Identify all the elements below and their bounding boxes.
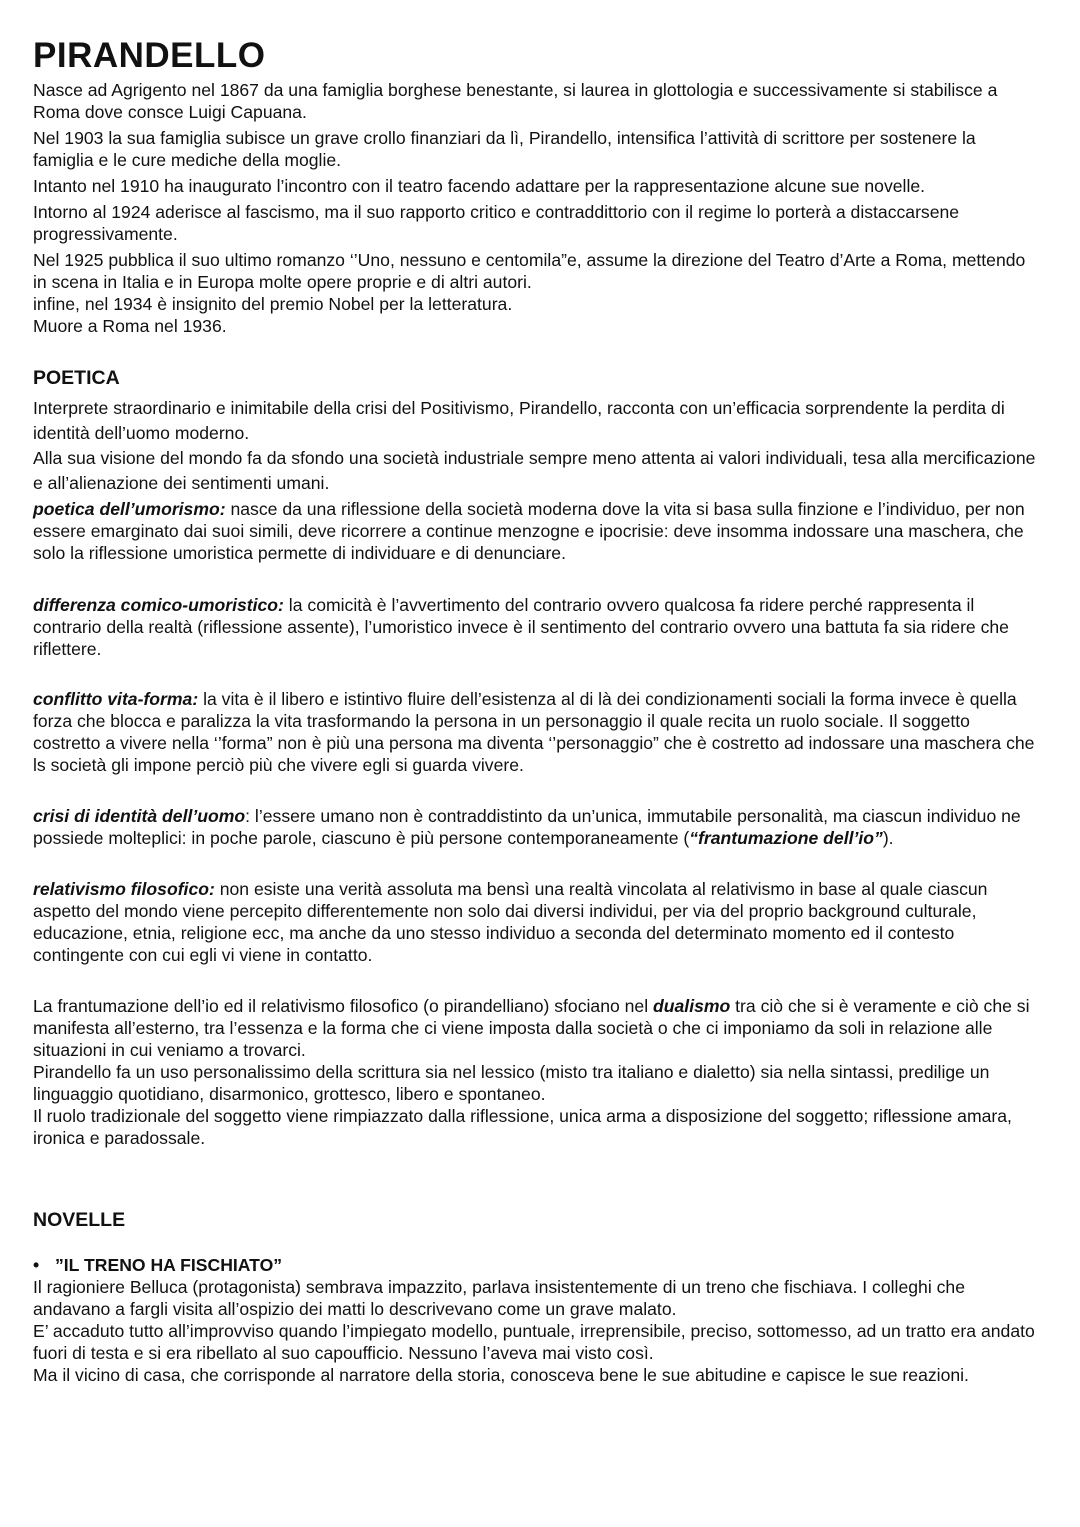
term-label: relativismo filosofico:: [33, 879, 215, 899]
bio-paragraph: Intanto nel 1910 ha inaugurato l’incontro con il teatro facendo adattare per la rappresentazione alcune sue novelle.: [33, 176, 926, 196]
novella-paragraph: Ma il vicino di casa, che corrisponde al narratore della storia, conosceva bene le sue abitudine e capisce le sue reazioni.: [33, 1365, 969, 1385]
dualismo-paragraph: La frantumazione dell’io ed il relativismo filosofico (o pirandelliano) sfociano nel dualismo tra ciò che si è veramente e ciò che si manifesta all’esterno, tra l’essenza e la forma che ci viene imposta dalla società o che ci imponiamo da soli in relazione alle situazioni in cui veniamo a trovarci.: [33, 996, 1030, 1060]
crisi-paragraph: crisi di identità dell’uomo: l’essere umano non è contraddistinto da un’unica, immutabile personalità, ma ciascun individuo ne possiede molteplici: in poche parole, ciascuno è più persone contemporaneamente (“frantumazione dell’io”).: [33, 806, 1021, 848]
page-title: PIRANDELLO: [33, 36, 266, 75]
bio-paragraph: Nasce ad Agrigento nel 1867 da una famiglia borghese benestante, si laurea in glottologia e successivamente si stabilisce a Roma dove consce Luigi Capuana.: [33, 80, 998, 122]
scrittura-paragraph: Pirandello fa un uso personalissimo della scrittura sia nel lessico (misto tra italiano e dialetto) sia nella sintassi, predilige un linguaggio quotidiano, disarmonico, grottesco, libero e spontaneo.: [33, 1062, 990, 1104]
ruolo-paragraph: Il ruolo tradizionale del soggetto viene rimpiazzato dalla riflessione, unica arma a disposizione del soggetto; riflessione amara, ironica e paradossale.: [33, 1106, 1012, 1148]
term-label: crisi di identità dell’uomo: [33, 806, 246, 826]
term-label: conflitto vita-forma:: [33, 689, 199, 709]
novella-paragraph: Il ragioniere Belluca (protagonista) sembrava impazzito, parlava insistentemente di un treno che fischiava. I colleghi che andavano a fargli visita all’ospizio dei matti lo descrivevano come un grave malato.: [33, 1277, 965, 1319]
poetica-intro: Interprete straordinario e inimitabile della crisi del Positivismo, Pirandello, racconta con un’efficacia sorprendente la perdita di identità dell’uomo moderno.: [33, 398, 1005, 443]
novelle-section: [33, 1208, 1040, 1386]
conflitto-paragraph: conflitto vita-forma: la vita è il libero e istintivo fluire dell’esistenza al di là dei condizionamenti sociali la forma invece è quella forza che blocca e paralizza la vita trasformando la persona in un personaggio il quale recita un ruolo sociale. Il soggetto costretto a vivere nella ‘’forma” non è più una persona ma diventa ‘’personaggio” che è costretto ad indossare una maschera che ls società gli impone perciò più che vivere egli si guarda vivere.: [33, 689, 1035, 775]
section-heading-novelle: NOVELLE: [33, 1209, 126, 1231]
umorismo-paragraph: poetica dell’umorismo: nasce da una riflessione della società moderna dove la vita si basa sulla finzione e l’individuo, per non essere emarginato dai suoi simili, deve ricorrere a continue menzogne e ipocrisie: deve insomma indossare una maschera, che solo la riflessione umoristica permette di individuare e di denunciare.: [33, 499, 1025, 563]
bio-paragraph: Nel 1925 pubblica il suo ultimo romanzo ‘’Uno, nessuno e centomila”e, assume la direzione del Teatro d’Arte a Roma, mettendo in scena in Italia e in Europa molte opere proprie e di altri autori.: [33, 250, 1026, 292]
relativismo-paragraph: relativismo filosofico: non esiste una verità assoluta ma bensì una realtà vincolata al relativismo in base al quale ciascun aspetto del mondo viene percepito differentemente non solo dai diversi individui, per via del proprio background culturale, educazione, etnia, religione ecc, ma anche da uno stesso individuo a seconda del determinato momento ed il contesto contingente con cui egli vi viene in contatto.: [33, 879, 988, 965]
bio-paragraph: infine, nel 1934 è insignito del premio Nobel per la letteratura.: [33, 294, 513, 314]
poetica-intro: Alla sua visione del mondo fa da sfondo una società industriale sempre meno attenta ai valori individuali, tesa alla mercificazione e all’alienazione dei sentimenti umani.: [33, 448, 1036, 493]
comico-paragraph: differenza comico-umoristico: la comicità è l’avvertimento del contrario ovvero qualcosa fa ridere perché rappresenta il contrario della realtà (riflessione assente), l’umoristico invece è il sentimento del contrario ovvero una battuta fa sia ridere che riflettere.: [33, 595, 1009, 659]
novella-paragraph: E’ accaduto tutto all’improvviso quando l’impiegato modello, puntuale, irreprensibile, preciso, sottomesso, ad un tratto era andato fuori di testa e si era ribellato al suo capoufficio. Nessuno l’aveva mai visto così.: [33, 1321, 1035, 1363]
term-label: poetica dell’umorismo:: [33, 499, 226, 519]
novella-title: • ”IL TRENO HA FISCHIATO”: [33, 1255, 283, 1275]
section-heading-poetica: POETICA: [33, 367, 120, 389]
biography-section: [33, 79, 1040, 337]
poetica-section: [33, 366, 1040, 1149]
bio-paragraph: Nel 1903 la sua famiglia subisce un grave crollo finanziari da lì, Pirandello, intensifica l’attività di scrittore per sostenere la famiglia e le cure mediche della moglie.: [33, 128, 976, 170]
bullet-icon: •: [33, 1255, 40, 1275]
bio-paragraph: Muore a Roma nel 1936.: [33, 316, 227, 336]
bio-paragraph: Intorno al 1924 aderisce al fascismo, ma il suo rapporto critico e contraddittorio con il regime lo porterà a distaccarsene progressivamente.: [33, 202, 960, 244]
term-label: differenza comico-umoristico:: [33, 595, 284, 615]
